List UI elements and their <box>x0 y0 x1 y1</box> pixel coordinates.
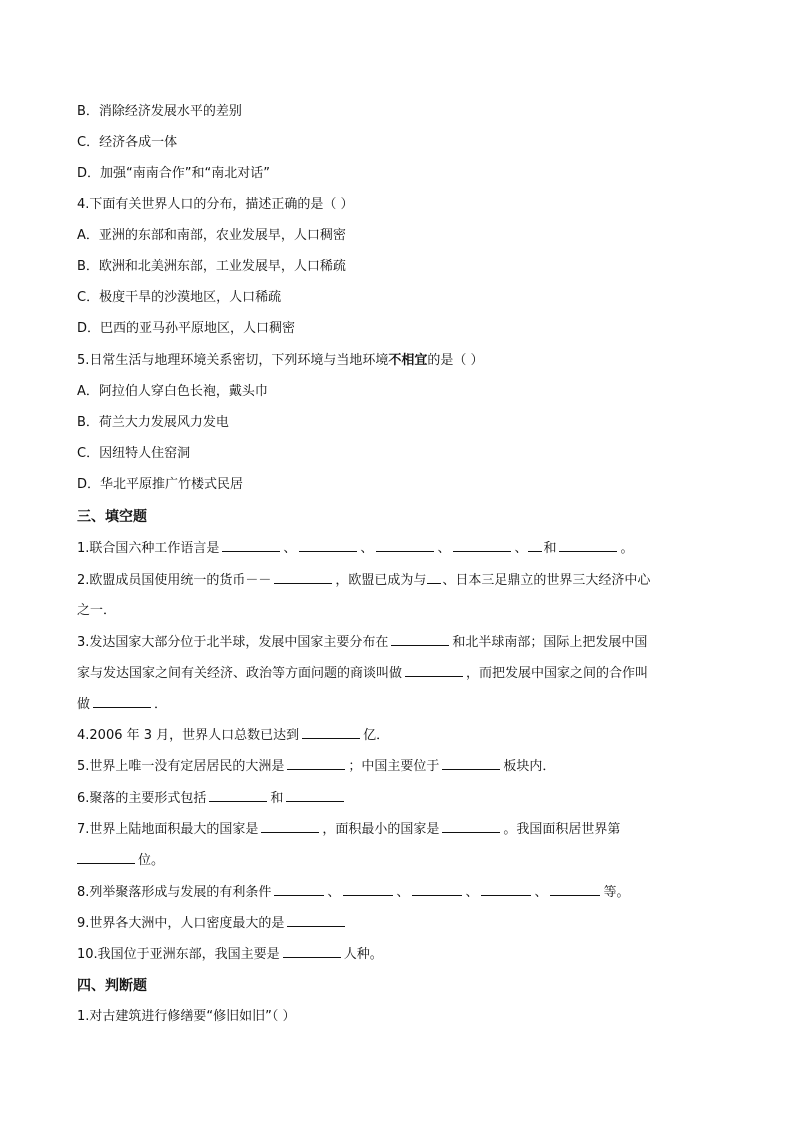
section-title-true-false: 四、判断题 <box>77 978 147 994</box>
blank <box>77 851 135 864</box>
fill-q3-line2: 家与发达国家之间有关经济、政治等方面问题的商谈叫做 ，而把发展中国家之间的合作叫 <box>77 666 649 681</box>
blank <box>453 539 511 552</box>
fill-q10: 10.我国位于亚洲东部，我国主要是 人种。 <box>77 947 383 962</box>
blank <box>391 633 449 646</box>
blank <box>274 883 324 896</box>
q4-option-b: B．欧洲和北美洲东部，工业发展早，人口稀疏 <box>77 259 346 274</box>
fill-q5: 5.世界上唯一没有定居居民的大洲是 ；中国主要位于 板块内． <box>77 759 556 774</box>
q5-stem: 5.日常生活与地理环境关系密切，下列环境与当地环境不相宜的是（ ） <box>77 353 484 368</box>
blank <box>481 883 531 896</box>
fill-q2: 2.欧盟成员国使用统一的货币－－ ，欧盟已成为与 、日本三足鼎立的世界三大经济中心 <box>77 573 651 588</box>
fill-q4: 4.2006 年 3 月，世界人口总数已达到 亿． <box>77 728 390 743</box>
fill-q1: 1.联合国六种工作语言是 、 、 、 、 和 。 <box>77 541 634 556</box>
fill-q9: 9.世界各大洲中，人口密度最大的是 <box>77 914 348 933</box>
blank <box>286 789 344 802</box>
blank <box>287 757 345 770</box>
blank <box>376 539 434 552</box>
blank <box>93 695 151 708</box>
blank <box>442 757 500 770</box>
blank <box>427 571 441 584</box>
blank <box>261 820 319 833</box>
q5-option-b: B．荷兰大力发展风力发电 <box>77 415 229 430</box>
tf-q1: 1.对古建筑进行修缮要“修旧如旧”（ ） <box>77 1009 296 1024</box>
blank <box>343 883 393 896</box>
fill-q7-line2: 位。 <box>77 851 164 870</box>
blank <box>550 883 600 896</box>
blank <box>299 539 357 552</box>
q3-option-d: D．加强“南南合作”和“南北对话” <box>77 166 270 181</box>
q3-option-b: B．消除经济发展水平的差别 <box>77 104 242 119</box>
fill-q3-line3: 做 ． <box>77 697 168 712</box>
blank <box>442 820 500 833</box>
blank <box>412 883 462 896</box>
q5-option-a: A．阿拉伯人穿白色长袍，戴头巾 <box>77 384 268 399</box>
q4-option-a: A．亚洲的东部和南部，农业发展早，人口稠密 <box>77 228 346 243</box>
blank <box>287 914 345 927</box>
section-title-fill-in: 三、填空题 <box>77 509 147 525</box>
blank <box>222 539 280 552</box>
fill-q3: 3.发达国家大部分位于北半球，发展中国家主要分布在 和北半球南部；国际上把发展中国 <box>77 635 648 650</box>
fill-q6: 6.聚落的主要形式包括 和 <box>77 789 347 808</box>
fill-q8: 8.列举聚落形成与发展的有利条件 、 、 、 、 等。 <box>77 885 630 900</box>
blank <box>274 571 332 584</box>
q5-option-c: C．因纽特人住窑洞 <box>77 446 191 461</box>
blank <box>302 726 360 739</box>
fill-q2-line2: 之一． <box>77 603 117 618</box>
blank <box>209 789 267 802</box>
blank <box>405 664 463 677</box>
blank <box>559 539 617 552</box>
q4-stem: 4.下面有关世界人口的分布，描述正确的是（ ） <box>77 197 354 212</box>
fill-q7: 7.世界上陆地面积最大的国家是 ，面积最小的国家是 。我国面积居世界第 <box>77 822 621 837</box>
q4-option-c: C．极度干旱的沙漠地区，人口稀疏 <box>77 290 282 305</box>
q3-option-c: C．经济各成一体 <box>77 135 178 150</box>
q5-option-d: D．华北平原推广竹楼式民居 <box>77 477 244 492</box>
q4-option-d: D．巴西的亚马孙平原地区，人口稠密 <box>77 321 296 336</box>
blank <box>283 945 341 958</box>
emphasis-text: 不相宜 <box>388 353 428 368</box>
blank <box>528 539 542 552</box>
